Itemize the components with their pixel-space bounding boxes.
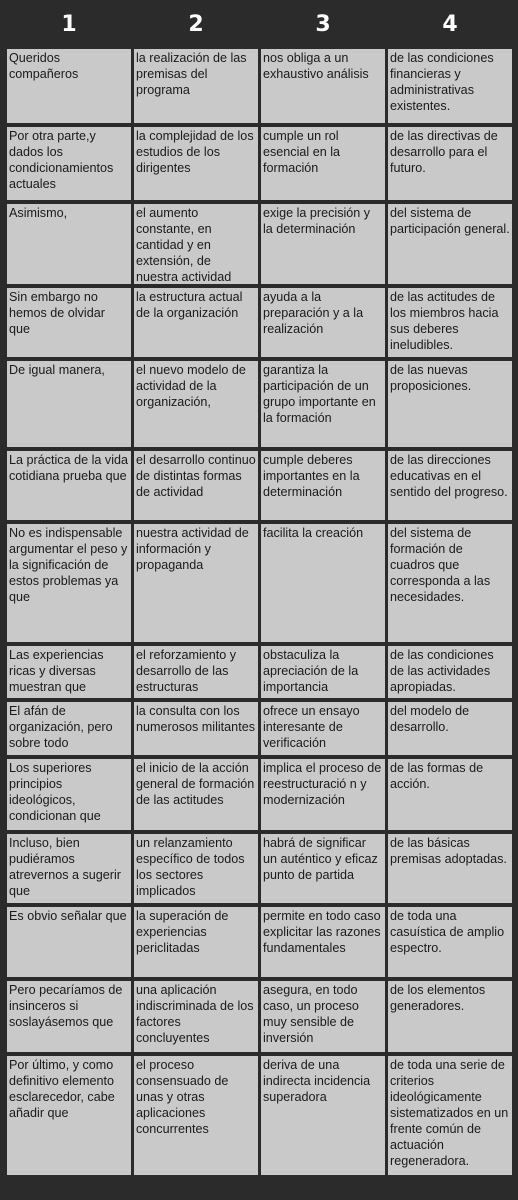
table-cell-r7-c4: del sistema de formación de cuadros que corresponda a las necesidades. [388,524,512,642]
column-header-3: 3 [315,11,331,37]
table-cell-r6-c3: cumple deberes importantes en la determinación [261,451,385,520]
table-cell-r9-c4: del modelo de desarrollo. [388,702,512,755]
table-cell-r5-c3: garantiza la participación de un grupo importante en la formación [261,361,385,447]
table-cell-r14-c1: Por último, y como definitivo elemento esclarecedor, cabe añadir que [7,1056,131,1175]
table-cell-r2-c1: Por otra parte,y dados los condicionamientos actuales [7,127,131,200]
table-cell-r4-c1: Sin embargo no hemos de olvidar que [7,288,131,357]
table-cell-r3-c3: exige la precisión y la determinación [261,204,385,284]
table-cell-r12-c3: permite en todo caso explicitar las razones fundamentales [261,907,385,977]
table-cell-r2-c4: de las directivas de desarrollo para el futuro. [388,127,512,200]
table-cell-r6-c2: el desarrollo continuo de distintas formas de actividad [134,451,258,520]
table-cell-r1-c1: Queridos compañeros [7,49,131,123]
table-cell-r11-c3: habrá de significar un auténtico y eficaz punto de partida [261,834,385,903]
table-cell-r11-c1: Incluso, bien pudiéramos atrevernos a sugerir que [7,834,131,903]
table-cell-r5-c4: de las nuevas proposiciones. [388,361,512,447]
table-cell-r9-c1: El afán de organización, pero sobre todo [7,702,131,755]
table-cell-r5-c1: De igual manera, [7,361,131,447]
table-cell-r10-c1: Los superiores principios ideológicos, condicionan que [7,759,131,830]
table-cell-r4-c3: ayuda a la preparación y a la realización [261,288,385,357]
table-cell-r2-c3: cumple un rol esencial en la formación [261,127,385,200]
table-cell-r14-c4: de toda una serie de criterios ideológicamente sistematizados en un frente común de actuación regeneradora. [388,1056,512,1175]
table-cell-r3-c2: el aumento constante, en cantidad y en extensión, de nuestra actividad [134,204,258,284]
table-cell-r8-c1: Las experiencias ricas y diversas muestran que [7,646,131,698]
table-cell-r1-c3: nos obliga a un exhaustivo análisis [261,49,385,123]
table-cell-r13-c1: Pero pecaríamos de insinceros si soslayásemos que [7,981,131,1052]
table-cell-r11-c2: un relanzamiento específico de todos los sectores implicados [134,834,258,903]
table-cell-r8-c4: de las condiciones de las actividades apropiadas. [388,646,512,698]
column-header-4: 4 [442,11,458,37]
table-cell-r10-c4: de las formas de acción. [388,759,512,830]
table-cell-r8-c2: el reforzamiento y desarrollo de las estructuras [134,646,258,698]
phrase-table [4,4,514,1196]
column-header-1: 1 [61,11,77,37]
table-cell-r12-c1: Es obvio señalar que [7,907,131,977]
table-cell-r2-c2: la complejidad de los estudios de los dirigentes [134,127,258,200]
table-cell-r4-c2: la estructura actual de la organización [134,288,258,357]
table-cell-r7-c2: nuestra actividad de información y propaganda [134,524,258,642]
table-cell-r7-c1: No es indispensable argumentar el peso y la significación de estos problemas ya que [7,524,131,642]
table-cell-r1-c2: la realización de las premisas del programa [134,49,258,123]
table-cell-r14-c2: el proceso consensuado de unas y otras aplicaciones concurrentes [134,1056,258,1175]
column-header-2: 2 [188,11,204,37]
table-cell-r6-c1: La práctica de la vida cotidiana prueba que [7,451,131,520]
table-cell-r10-c2: el inicio de la acción general de formación de las actitudes [134,759,258,830]
table-cell-r6-c4: de las direcciones educativas en el sentido del progreso. [388,451,512,520]
table-cell-r7-c3: facilita la creación [261,524,385,642]
table-cell-r9-c2: la consulta con los numerosos militantes [134,702,258,755]
table-cell-r9-c3: ofrece un ensayo interesante de verificación [261,702,385,755]
table-cell-r13-c3: asegura, en todo caso, un proceso muy sensible de inversión [261,981,385,1052]
table-body [4,44,514,1175]
table-cell-r14-c3: deriva de una indirecta incidencia superadora [261,1056,385,1175]
table-cell-r4-c4: de las actitudes de los miembros hacia sus deberes ineludibles. [388,288,512,357]
table-cell-r10-c3: implica el proceso de reestructuració n y modernización [261,759,385,830]
table-cell-r13-c2: una aplicación indiscriminada de los factores concluyentes [134,981,258,1052]
table-cell-r13-c4: de los elementos generadores. [388,981,512,1052]
table-cell-r11-c4: de las básicas premisas adoptadas. [388,834,512,903]
table-cell-r12-c4: de toda una casuística de amplio espectro. [388,907,512,977]
table-cell-r5-c2: el nuevo modelo de actividad de la organización, [134,361,258,447]
table-header-row [4,4,514,44]
table-cell-r8-c3: obstaculiza la apreciación de la importancia [261,646,385,698]
table-cell-r1-c4: de las condiciones financieras y administrativas existentes. [388,49,512,123]
table-cell-r3-c1: Asimismo, [7,204,131,284]
table-cell-r3-c4: del sistema de participación general. [388,204,512,284]
table-cell-r12-c2: la superación de experiencias periclitadas [134,907,258,977]
